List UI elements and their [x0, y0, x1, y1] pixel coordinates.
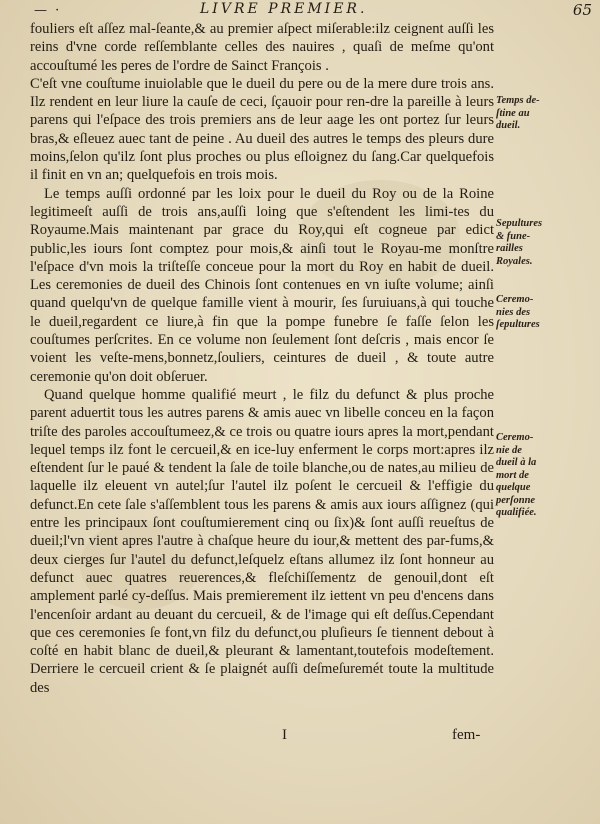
margin-note-line: ſtine au — [496, 107, 530, 119]
margin-note-temps — [496, 95, 596, 133]
margin-note-line: Temps de- — [496, 95, 540, 106]
margin-note-line: Royales. — [496, 255, 533, 267]
margin-note-line: quelque — [496, 482, 531, 493]
margin-note-ceremonies-sepultures — [496, 294, 596, 332]
paragraph: C'eſt vne couſtume inuiolable que le dueil du pere ou de la mere dure trois ans. Ilz rendent en leur liure la cauſe de ceci, ſçauoir pour ren-dre la pareille à leurs parens qui l'eſpace des trois premiers ans de leur aage les ont portez ſur leurs bras,& eſleuez auec tant de peine . Au dueil des autres le temps des pleurs dure moins,ſelon qu'ilz ſont plus proches ou plus eſloignez du ſang.Car quelquefois il finit en vn an; quelquefois en trois mois. — [30, 75, 494, 184]
signature-mark: I — [282, 727, 287, 743]
margin-note-line: perſonne — [496, 494, 536, 506]
margin-note-line: dueil à la — [496, 457, 537, 468]
margin-note-line: Ceremo- — [496, 432, 534, 443]
margin-note-ceremonie-dueil — [496, 432, 596, 520]
margin-note-line: Sepultures — [496, 218, 543, 229]
margin-note-line: nie de — [496, 444, 522, 456]
margin-note-line: & fune- — [496, 230, 531, 242]
header-mark: — · — [34, 3, 62, 18]
running-title: LIVRE PREMIER. — [200, 1, 368, 17]
margin-note-line: nies des — [496, 306, 531, 318]
margin-note-line: ſepultures — [496, 319, 540, 330]
main-text — [30, 20, 494, 697]
paragraph: Quand quelque homme qualifié meurt , le filz du defunct & plus proche parent aduertit tous les autres parens & amis auec vn libelle conceu en la façon triſte des paroles accouſtumeez,& ce trois ou quatre iours apres la mort,pendant lequel temps ilz font le cercueil,& en ice-luy enferment le corps mort:apres ilz eſtendent ſur le paué & tendent la ſale de toile blanche,ou de nates,au milieu de laquelle ilz eleuent vn autel;ſur l'autel ilz poſent le cercueil & l'effigie du defunct.En cete ſale s'aſſemblent tous les parens & amis aux iours aſſignez (qui entre les principaux ſont couſtumierement cinq ou ſix)& ſont auſſi reueſtus de dueil;l'vn vient apres l'autre à chaſque heure du iour,& mettent des par-fums,& deux cierges ſur l'autel du defunct,leſquelz eſtans allumez ilz ſont honneur au defunct auec quatres reuerences,& fleſchiſſementz de genouil,dont eſt amplement parlé cy-deſſus. Mais premierement ilz iettent vn peu d'encens dans l'encenſoir ardant au deuant du cercueil, & de l'image qui eſt deſſus.Cependant que ces ceremonies ſe font,vn filz du defunct,ou pluſieurs ſe tiennent debout à coſté en habit blanc de dueil,& pleurant & lamentant,toutefois modeſtement. Derriere le cercueil crient & ſe plaignét auſſi deſmeſuremét toute la multitude des — [30, 386, 494, 696]
margin-note-line: qualifiée. — [496, 507, 537, 518]
page-footer — [0, 727, 600, 751]
margin-note-line: dueil. — [496, 120, 521, 131]
page-number: 65 — [572, 1, 592, 19]
paragraph: Le temps auſſi ordonné par les loix pour le dueil du Roy ou de la Roine legitimeeſt auſſi de trois ans,auſſi loing que s'eſtendent les limi-tes du Royaume.Mais maintenant par grace du Roy,qui eſt cogneue par edict public,les iours ſont comptez pour mois,& ainſi tout le Royau-me monſtre l'eſpace d'vn mois la triſteſſe conceue pour la mort du Roy en habit de dueil. Les ceremonies de dueil des Chinois ſont contenues en vn iuſte volume; ainſi quand quelqu'vn de quelque famille vient à mourir, ſes ſuruiuans,à qui touche le dueil,regardent ce liure,à fin que la pompe funebre ſe faſſe ſelon les couſtumes perſcrites. En ce volume non ſeulement ſont deſcris , mais encor ſe voient les veſte-mens,bonnetz,ſouliers, ceintures de dueil , & toute autre ceremonie qu'on doit obſeruer. — [30, 185, 494, 385]
margin-note-line: railles — [496, 243, 523, 254]
catchword: fem- — [452, 727, 481, 743]
running-header — [0, 1, 600, 21]
margin-note-sepultures-royales — [496, 218, 596, 268]
margin-note-line: Ceremo- — [496, 294, 534, 305]
margin-note-line: mort de — [496, 469, 529, 481]
paragraph: fouliers eſt aſſez mal-ſeante,& au premier aſpect miſerable:ilz ceignent auſſi les reins d'vne corde reſſemblante celles des nauires , quaſi de meſme qu'ont accouſtumé les peres de l'ordre de Sainct François . — [30, 21, 494, 74]
